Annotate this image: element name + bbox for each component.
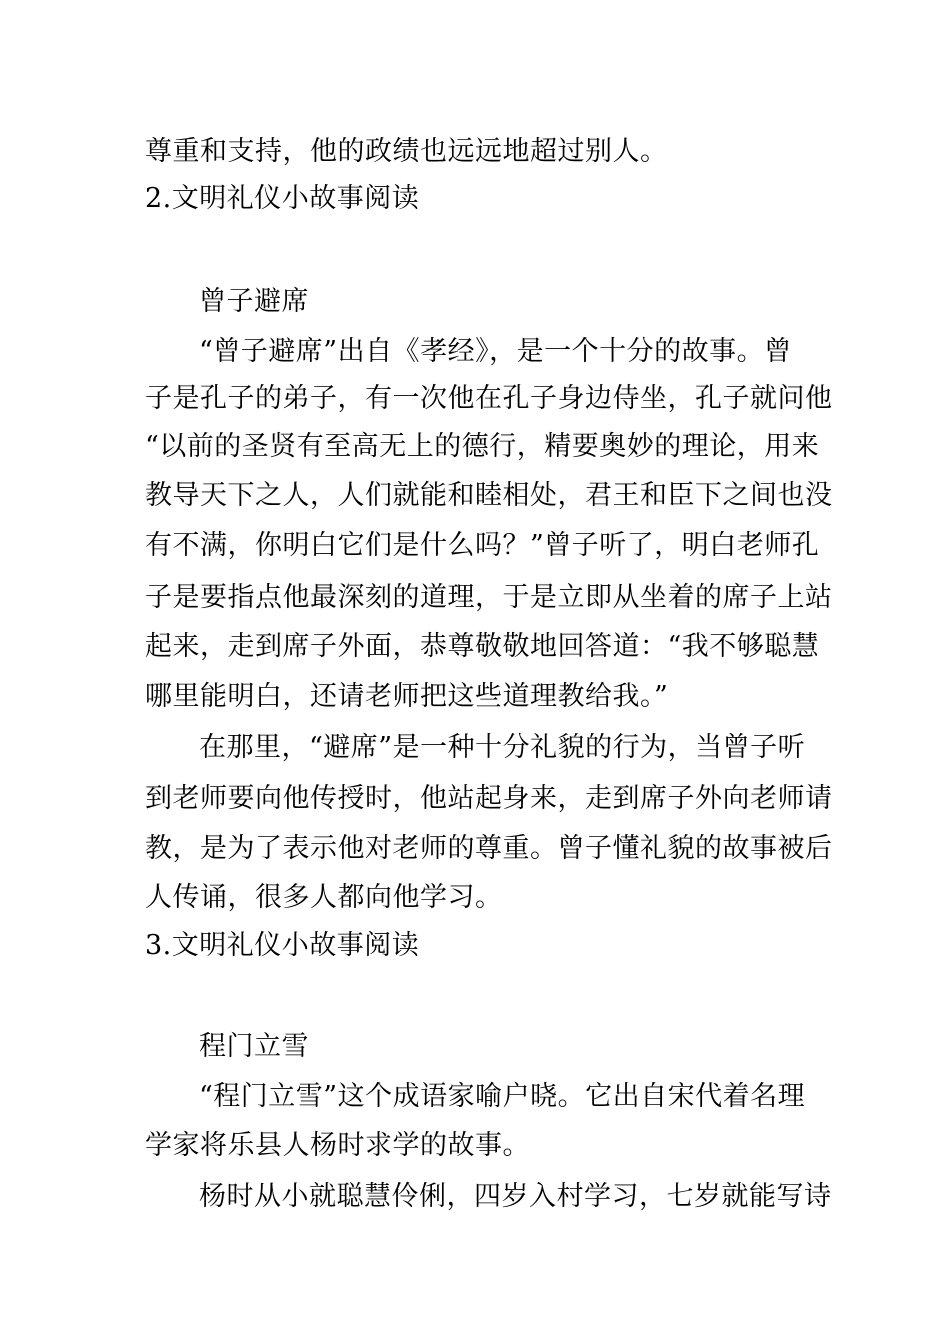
paragraph-line: 教，是为了表示他对老师的尊重。曾子懂礼貌的故事被后 <box>145 833 833 864</box>
paragraph-line: 有不满，你明白它们是什么吗？”曾子听了，明白老师孔 <box>145 530 820 561</box>
paragraph-line: 人传诵，很多人都向他学习。 <box>145 882 503 913</box>
paragraph-line: 学家将乐县人杨时求学的故事。 <box>145 1130 530 1161</box>
paragraph-line: 子是孔子的弟子，有一次他在孔子身边侍坐，孔子就问他 <box>145 383 833 414</box>
paragraph-line: 哪里能明白，还请老师把这些道理教给我。” <box>145 681 669 712</box>
story-title: 程门立雪 <box>199 1031 309 1062</box>
paragraph-line: 杨时从小就聪慧伶俐，四岁入村学习，七岁就能写诗 <box>199 1181 832 1212</box>
paragraph-line: 尊重和支持，他的政绩也远远地超过别人。 <box>145 136 668 167</box>
section-heading: 2.文明礼仪小故事阅读 <box>145 183 420 214</box>
paragraph-line: 起来，走到席子外面，恭尊敬敬地回答道：“我不够聪慧 <box>145 631 820 662</box>
paragraph-line: “程门立雪”这个成语家喻户晓。它出自宋代着名理 <box>199 1081 806 1112</box>
paragraph-line: 在那里，“避席”是一种十分礼貌的行为，当曾子听 <box>199 732 806 763</box>
paragraph-line: 教导天下之人，人们就能和睦相处，君王和臣下之间也没 <box>145 480 833 511</box>
story-title: 曾子避席 <box>199 286 309 317</box>
paragraph-line: “以前的圣贤有至高无上的德行，精要奥妙的理论，用来 <box>145 431 820 462</box>
paragraph-line: 子是要指点他最深刻的道理，于是立即从坐着的席子上站 <box>145 582 833 613</box>
section-heading: 3.文明礼仪小故事阅读 <box>145 930 420 961</box>
paragraph-line: “曾子避席”出自《孝经》，是一个十分的故事。曾 <box>199 336 792 367</box>
paragraph-line: 到老师要向他传授时，他站起身来，走到席子外向老师请 <box>145 783 833 814</box>
